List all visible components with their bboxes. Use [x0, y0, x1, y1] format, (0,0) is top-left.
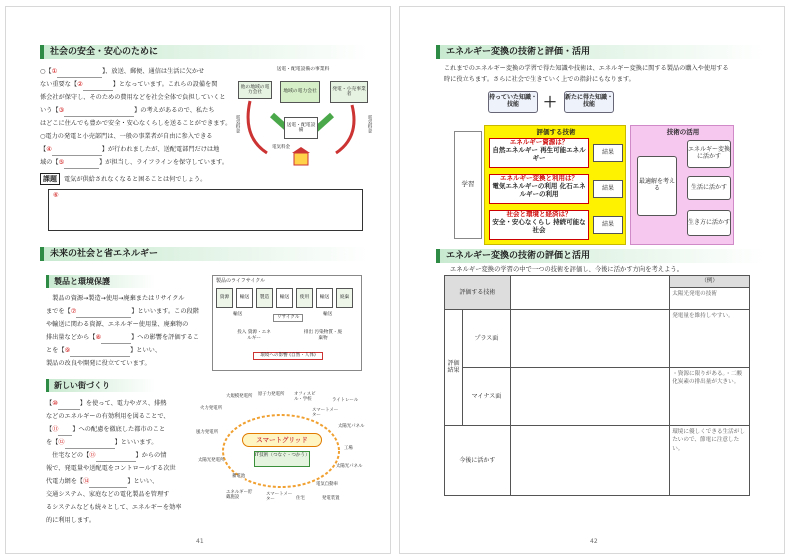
text-line: これまでのエネルギー変換の学習で得た知識や技術は、エネルギー変換に関する製品の購入や使用する — [444, 65, 729, 72]
grid-node: 発電装置 — [322, 496, 340, 501]
lifecycle-sub-left: 輸送 — [233, 312, 243, 317]
grid-node: 住宅 — [296, 496, 305, 501]
energy-intro — [444, 63, 774, 85]
kadai-badge: 課題 — [40, 173, 60, 185]
lifecycle-figure — [212, 275, 362, 371]
safety-paragraph — [40, 65, 230, 169]
smart-grid-label: スマートグリッド — [242, 433, 322, 447]
row-header-future: 今後に活かす — [445, 425, 511, 495]
answer-box-6[interactable] — [48, 189, 363, 231]
lifecycle-title: 製品のライフサイクル — [216, 278, 266, 284]
text-line: 域の【⑤ 】が担当し、ライフラインを保守しています。 — [40, 156, 230, 169]
section-title-safety: 社会の安全・安心のために — [40, 45, 370, 59]
section-title-energy-tech: エネルギー変換の技術と評価・活用 — [436, 45, 766, 59]
lifecycle-stage: 輸送 — [276, 288, 293, 308]
section-title-evaluation: エネルギー変換の技術の評価と活用 — [436, 249, 766, 263]
grid-node: 風力発電所 — [196, 430, 218, 435]
cell-minus-input[interactable] — [510, 367, 669, 425]
text-line: 的に利用します。 — [46, 517, 96, 524]
page-number-left: 41 — [196, 537, 204, 545]
text-line: 係会社が保守し、そのための費用などを社会全体で負担していくと — [40, 94, 226, 101]
lifecycle-stage: 輸送 — [236, 288, 253, 308]
text-line: 【⑪ 】への配慮を徹底した都市のこと — [46, 423, 196, 436]
question-text: エネルギー資源は？ — [509, 138, 569, 146]
smartcity-paragraph — [46, 397, 196, 527]
fee-right: 電気料金 — [367, 115, 372, 133]
row-header-tech: 評価する技術 — [445, 276, 511, 310]
section-title-future: 未来の社会と省エネルギー — [40, 247, 370, 261]
text-line: ○電力の発電と小売部門は、一般の事業者が自由に参入できる — [40, 133, 213, 140]
answer-text: 安全・安心なくらし 持続可能な社会 — [492, 217, 586, 234]
grid-node: 原子力発電所 — [258, 392, 285, 397]
answer-marker: ⑥ — [53, 192, 59, 199]
text-line: 【⑩ 】を使って、電力やガス、排熱 — [46, 397, 196, 410]
text-line: や輸送に関わる資源、エネルギー使用量、廃棄物の — [46, 321, 189, 328]
subtitle-new-town: 新しい街づくり — [46, 379, 156, 392]
other-utility-box: 他の地域の電力会社 — [238, 81, 272, 99]
it-core-label: IT技術（つなぐ・つかう） — [254, 451, 310, 467]
text-line: とを【⑨ 】といい、 — [46, 344, 212, 357]
outcome-box-2: 生活に活かす — [687, 176, 731, 200]
grid-node: エネルギー貯蔵施設 — [226, 491, 256, 501]
result-box-3: 結果 — [593, 216, 623, 234]
text-line: 交通システム、家庭などの電化製品を管理す — [46, 491, 170, 498]
lifecycle-env: 環境への影響 (自然・人体) — [253, 352, 323, 360]
grid-node: 電気自動車 — [316, 482, 338, 487]
lifecycle-sub-right: 輸送 — [323, 312, 333, 317]
text-line: るシステムなども続々として、エネルギーを効率 — [46, 504, 182, 511]
text-line: 住宅などの【⑬ 】からの情 — [46, 449, 196, 462]
row-header-result: 評価結果 — [445, 309, 463, 425]
text-line: などのエネルギーの有効利用を図ることで、 — [46, 413, 170, 420]
question-box-society — [489, 210, 589, 240]
optimal-box: 最適解を考える — [637, 156, 677, 216]
top-label: 送電・配電設備の事業料 — [276, 67, 330, 72]
fee-left: 電気料金 — [235, 115, 240, 133]
text-line: 排出量などから【⑧ 】への影響を評価するこ — [46, 331, 212, 344]
use-panel — [630, 125, 734, 245]
example-plus: 発電量を維持しやすい。 — [670, 309, 750, 367]
gakushu-box: 学習 — [454, 131, 482, 239]
lifecycle-stages — [216, 288, 360, 310]
grid-node: ライトレール — [332, 398, 359, 403]
grid-node: 蓄電池 — [232, 474, 246, 479]
grid-node: オフィスビル・学校 — [294, 393, 324, 403]
row-header-plus: プラス面 — [462, 309, 510, 367]
cell-tech-input[interactable] — [510, 276, 669, 310]
outcome-box-1: エネルギー変換に活かす — [687, 140, 731, 168]
lifecycle-sub-recycle: リサイクル — [273, 314, 303, 322]
text-line: ○【① 】、放送、郵便、通信は生活に欠かせ — [40, 65, 230, 78]
question-box-conversion — [489, 174, 589, 204]
text-line: 時に役立ちます。さらに社会で生きていく上での指針にもなります。 — [444, 76, 635, 83]
left-page — [5, 6, 391, 554]
example-future: 環境に優しくできる生活がしたいので、節電に注意したい。 — [670, 425, 750, 495]
lifecycle-stage: 廃棄 — [336, 288, 353, 308]
lifecycle-stage: 資源 — [216, 288, 233, 308]
question-box-resource — [489, 138, 589, 168]
grid-node: 大規模発電所 — [226, 394, 253, 399]
grid-node: 太陽光パネル — [336, 464, 363, 469]
result-box-2: 結果 — [593, 180, 623, 198]
lifecycle-stage: 使用 — [296, 288, 313, 308]
example-tech: 太陽光発電の技術 — [670, 287, 750, 309]
kadai-text: 電気が供給されなくなると困ることは何でしょう。 — [64, 176, 207, 183]
grid-node: 太陽光発電所 — [198, 458, 225, 463]
lifecycle-stage: 製造 — [256, 288, 273, 308]
smart-grid-figure — [196, 393, 366, 511]
subtitle-product-environment: 製品と環境保護 — [46, 275, 156, 288]
right-page — [399, 6, 785, 554]
grid-node: 太陽光パネル — [338, 424, 365, 429]
cell-future-input[interactable] — [510, 425, 669, 495]
plus-sign: ＋ — [543, 95, 557, 111]
page-number-right: 42 — [590, 537, 598, 545]
question-text: エネルギー変換と利用は？ — [500, 174, 578, 182]
answer-text: 電気エネルギーの利用 化石エネルギーの利用 — [492, 181, 586, 198]
grid-node: スマートメーター — [312, 409, 342, 419]
evaluation-table — [444, 275, 750, 496]
grid-node: 工場 — [344, 446, 353, 451]
grid-equipment-box: 送電・配電設備 — [284, 117, 318, 139]
text-line: いう【③ 】の考えがあるので、私たち — [40, 104, 230, 117]
grid-node: スマートメーター — [266, 493, 296, 503]
text-line: 代電力網を【⑭ 】といい、 — [46, 475, 196, 488]
known-skills-box: 持っていた知識・技能 — [488, 91, 538, 113]
lifecycle-stage: 輸送 — [316, 288, 333, 308]
lifecycle-input: 投入 資源・エネルギー — [237, 330, 271, 341]
evaluation-flow-figure — [454, 125, 759, 245]
text-line: 製品の資源→製造→使用→廃棄またはリサイクル — [46, 295, 185, 302]
text-line: ない重要な【② 】となっています。これらの設備を関 — [40, 78, 230, 91]
row-header-minus: マイナス面 — [462, 367, 510, 425]
lifecycle-output: 排出 汚染物質・廃棄物 — [303, 330, 343, 341]
grid-node: 火力発電所 — [200, 406, 222, 411]
question-text: 社会と環境と経済は？ — [506, 210, 572, 218]
use-header: 技術の活用 — [666, 128, 700, 136]
evaluation-intro: エネルギー変換の学習の中で一つの技術を評価し、今後に活かす方向を考えよう。 — [450, 266, 683, 273]
text-line: はどこに住んでも豊かで安全・安心なくらしを送ることができます。 — [40, 120, 232, 127]
eval-panel — [484, 125, 626, 245]
text-line: までを【⑦ 】といいます。この段階 — [46, 305, 212, 318]
example-minus: ・資源に限りがある。・二酸化炭素の排出量が大きい。 — [670, 367, 750, 425]
text-line: 【④ 】が行われましたが、送配電部門だけは地 — [40, 143, 230, 156]
local-utility-box: 地域の電力会社 — [280, 81, 320, 103]
text-line: 報で、発電量や送配電をコントロールする次世 — [46, 465, 176, 472]
text-line: を【⑫ 】といいます。 — [46, 436, 196, 449]
outcome-box-3: 生き方に活かす — [687, 210, 731, 236]
cell-plus-input[interactable] — [510, 309, 669, 367]
lifecycle-paragraph — [46, 292, 212, 370]
eval-header: 評価する技術 — [536, 128, 576, 136]
generator-retailer-box: 発電・小売事業者 — [330, 81, 368, 103]
kadai-row — [40, 173, 370, 186]
new-skills-box: 新たに得た知識・技能 — [564, 91, 614, 113]
text-line: 製品の改良や開発に役立てています。 — [46, 360, 151, 367]
result-box-1: 結果 — [593, 144, 623, 162]
fee-center: 電気料金 — [272, 145, 290, 150]
power-network-diagram — [232, 67, 372, 173]
example-header: （例） — [670, 276, 750, 288]
answer-text: 自然エネルギー 再生可能エネルギー — [492, 145, 586, 162]
